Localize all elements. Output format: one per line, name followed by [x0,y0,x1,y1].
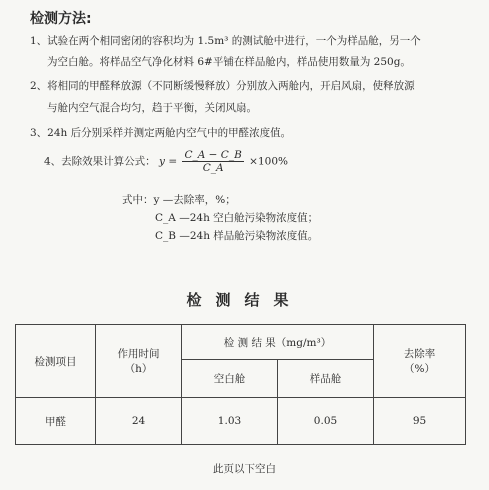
results-table [15,324,466,445]
step-1-line-1: 1、试验在两个相同密闭的容积均为 1.5m³ 的测试舱中进行，一个为样品舱，另一个 [30,35,421,47]
formula-multiplier: ×100% [249,155,288,168]
header-sample: 样品舱 [278,360,374,398]
step-2-line-2: 与舱内空气混合均匀，趋于平衡，关闭风扇。 [47,102,257,114]
header-removal-label: 去除率 [403,348,436,360]
legend-y: 式中：y —去除率，%； [122,194,236,206]
header-blank: 空白舱 [182,360,278,398]
formula-equals: = [168,155,178,168]
step-1-line-2: 为空白舱。将样品空气净化材料 6#平铺在样品舱内，样品使用数量为 250g。 [47,56,411,68]
header-time-unit: （h） [124,363,153,375]
cell-item: 甲醛 [16,398,96,445]
formula-y: y [159,155,165,168]
results-heading: 检测结果 [186,291,303,309]
cell-time: 24 [96,398,182,445]
step-2-line-1: 2、将相同的甲醛释放源（不同断缓慢释放）分别放入两舱内，开启风扇，使释放源 [30,80,415,92]
header-time-label: 作用时间 [117,348,160,360]
header-result-group: 检 测 结 果（mg/m³） [182,325,374,360]
cell-blank: 1.03 [182,398,278,445]
step-3: 3、24h 后分别采样并测定两舱内空气中的甲醛浓度值。 [30,127,292,139]
table-row [16,398,466,445]
removal-formula [44,149,288,174]
formula-fraction [182,149,243,174]
table-header-row [16,325,466,360]
header-removal [374,325,466,398]
header-item: 检测项目 [16,325,96,398]
header-removal-unit: （%） [404,363,435,375]
header-time [96,325,182,398]
step-4-label: 4、去除效果计算公式： [44,155,156,168]
method-heading: 检测方法: [30,11,92,27]
legend-cb: C_B —24h 样品舱污染物浓度值。 [155,230,319,242]
formula-denominator: C_A [202,162,224,174]
footer-note: 此页以下空白 [213,463,276,475]
legend-ca: C_A —24h 空白舱污染物浓度值； [155,212,319,224]
cell-sample: 0.05 [278,398,374,445]
formula-numerator: C_A − C_B [184,149,242,161]
cell-removal: 95 [374,398,466,445]
